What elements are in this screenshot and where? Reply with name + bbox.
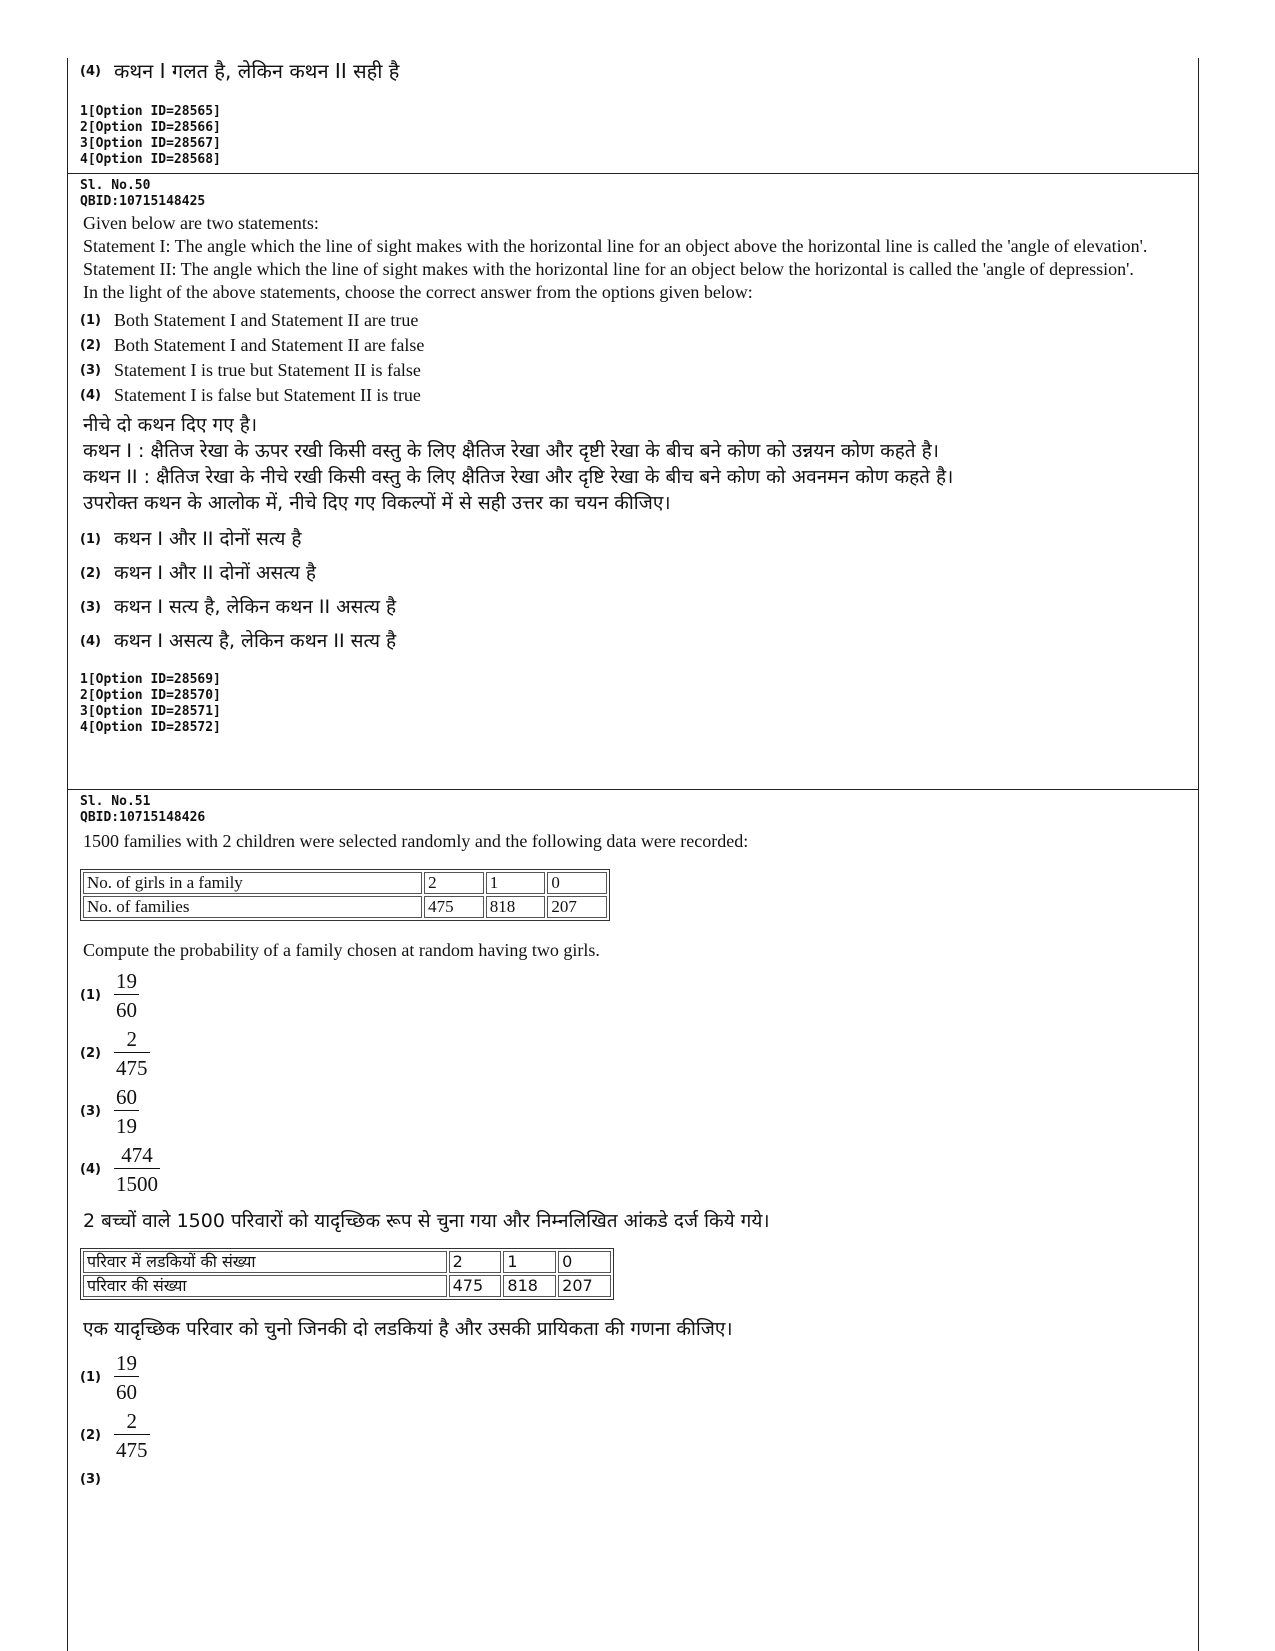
question-50: [68, 178, 1198, 736]
option-row: [80, 556, 1198, 590]
data-table-english: [80, 869, 610, 921]
fraction: [114, 968, 139, 1023]
option-row: [80, 58, 1198, 84]
question-divider: [68, 789, 1198, 790]
option-id: 3[Option ID=28567]: [80, 136, 221, 151]
option-id-list: [80, 672, 1198, 736]
option-number: (4): [80, 1161, 101, 1177]
table-cell: 1: [486, 872, 546, 894]
serial-number: Sl. No.50: [80, 178, 151, 193]
option-id: 4[Option ID=28572]: [80, 720, 221, 735]
denominator: 475: [114, 1434, 150, 1463]
option-id: 2[Option ID=28566]: [80, 120, 221, 135]
options-hindi: [80, 1348, 1198, 1494]
denominator: 60: [114, 1376, 139, 1405]
denominator: 60: [114, 994, 139, 1023]
option-number: (4): [80, 633, 101, 649]
option-row: [80, 358, 1198, 383]
option-number: (3): [80, 1471, 101, 1487]
table-cell: 818: [486, 896, 546, 918]
question-divider: [68, 173, 1198, 174]
option-row: [80, 1406, 1198, 1464]
option-number: (2): [80, 1045, 101, 1061]
table-cell: परिवार में लडकियों की संख्या: [83, 1251, 447, 1273]
question-text-english: [80, 212, 1198, 304]
table-cell: 475: [424, 896, 484, 918]
numerator: 19: [116, 1350, 137, 1375]
question-line: कथन II : क्षैतिज रेखा के नीचे रखी किसी वस्तु के लिए क्षैतिज रेखा और दृष्टि रेखा के बीच बने कोण को अवनमन कोण कहते है।: [83, 466, 954, 488]
option-row: [80, 1082, 1198, 1140]
options-english: [80, 966, 1198, 1198]
option-number: (1): [80, 531, 101, 547]
option-number: (2): [80, 565, 101, 581]
option-id: 2[Option ID=28570]: [80, 688, 221, 703]
table-cell: 207: [558, 1275, 611, 1297]
option-text: Both Statement I and Statement II are true: [114, 310, 419, 330]
option-number: (2): [80, 1427, 101, 1443]
fraction: [114, 1408, 150, 1463]
option-number: (1): [80, 313, 101, 328]
table-cell: 475: [449, 1275, 502, 1297]
qbid: QBID:10715148425: [80, 194, 206, 209]
option-row: [80, 308, 1198, 333]
numerator: 2: [126, 1026, 137, 1051]
option-id: 3[Option ID=28571]: [80, 704, 221, 719]
question-line: In the light of the above statements, choose the correct answer from the options given below:: [83, 282, 753, 302]
table-cell: 818: [503, 1275, 556, 1297]
table-cell: No. of girls in a family: [83, 872, 422, 894]
fraction: [114, 1084, 139, 1139]
previous-question-tail: [68, 58, 1198, 168]
option-text: कथन I सत्य है, लेकिन कथन II असत्य है: [114, 596, 397, 618]
option-text: कथन I गलत है, लेकिन कथन II सही है: [114, 59, 400, 83]
option-row: [80, 383, 1198, 408]
option-text: Statement I is false but Statement II is true: [114, 385, 421, 405]
option-number: (4): [80, 388, 101, 403]
qbid: QBID:10715148426: [80, 810, 206, 825]
table-row: [83, 1275, 611, 1297]
option-row: [80, 1024, 1198, 1082]
option-text: Both Statement I and Statement II are false: [114, 335, 425, 355]
option-row: [80, 522, 1198, 556]
option-number: (3): [80, 1103, 101, 1119]
question-line: कथन I : क्षैतिज रेखा के ऊपर रखी किसी वस्तु के लिए क्षैतिज रेखा और दृष्टी रेखा के बीच बने कोण को उन्नयन कोण कहते है।: [83, 440, 939, 462]
option-id: 1[Option ID=28569]: [80, 672, 221, 687]
fraction: [114, 1350, 139, 1405]
table-row: [83, 896, 607, 918]
question-line: उपरोक्त कथन के आलोक में, नीचे दिए गए विकल्पों में से सही उत्तर का चयन कीजिए।: [83, 492, 671, 514]
option-row: [80, 624, 1198, 658]
table-cell: 1: [503, 1251, 556, 1273]
table-cell: 2: [424, 872, 484, 894]
question-text-english: Compute the probability of a family chosen at random having two girls.: [83, 940, 600, 960]
option-text: कथन I असत्य है, लेकिन कथन II सत्य है: [114, 630, 397, 652]
table-cell: 0: [558, 1251, 611, 1273]
option-id-list: [80, 104, 1198, 168]
question-text-hindi: [80, 412, 1198, 516]
option-row: [80, 966, 1198, 1024]
denominator: 1500: [114, 1168, 160, 1197]
question-line: Statement II: The angle which the line of sight makes with the horizontal line for an object below the horizontal is called the 'angle of depression'.: [83, 259, 1134, 279]
option-number: (2): [80, 338, 101, 353]
serial-number: Sl. No.51: [80, 794, 151, 809]
option-number: (1): [80, 1369, 101, 1385]
option-text: कथन I और II दोनों सत्य है: [114, 528, 302, 550]
numerator: 474: [121, 1142, 153, 1167]
numerator: 60: [116, 1084, 137, 1109]
option-id: 1[Option ID=28565]: [80, 104, 221, 119]
table-cell: No. of families: [83, 896, 422, 918]
table-cell: परिवार की संख्या: [83, 1275, 447, 1297]
fraction: [114, 1142, 160, 1197]
table-row: [83, 1251, 611, 1273]
option-row: [80, 333, 1198, 358]
question-intro-hindi: 2 बच्चों वाले 1500 परिवारों को यादृच्छिक रूप से चुना गया और निम्नलिखित आंकडे दर्ज किये गये।: [83, 1210, 770, 1232]
question-paper-frame: [67, 58, 1199, 1651]
question-line: Given below are two statements:: [83, 213, 319, 233]
table-row: [83, 872, 607, 894]
options-hindi: [80, 522, 1198, 658]
question-line: नीचे दो कथन दिए गए है।: [83, 414, 258, 436]
table-cell: 0: [547, 872, 607, 894]
denominator: 19: [114, 1110, 139, 1139]
question-line: Statement I: The angle which the line of sight makes with the horizontal line for an object above the horizontal line is called the 'angle of elevation'.: [83, 236, 1148, 256]
option-number: (3): [80, 599, 101, 615]
data-table-hindi: [80, 1248, 614, 1300]
option-text: कथन I और II दोनों असत्य है: [114, 562, 316, 584]
numerator: 19: [116, 968, 137, 993]
table-cell: 2: [449, 1251, 502, 1273]
question-51: [68, 794, 1198, 1494]
denominator: 475: [114, 1052, 150, 1081]
option-number: (3): [80, 363, 101, 378]
numerator: 2: [126, 1408, 137, 1433]
option-number: (4): [80, 63, 101, 79]
options-english: [80, 308, 1198, 408]
option-text: Statement I is true but Statement II is false: [114, 360, 421, 380]
option-row: [80, 1464, 1198, 1494]
fraction: [114, 1026, 150, 1081]
table-cell: 207: [547, 896, 607, 918]
option-row: [80, 590, 1198, 624]
option-row: [80, 1140, 1198, 1198]
question-text-hindi: एक यादृच्छिक परिवार को चुनो जिनकी दो लडकियां है और उसकी प्रायिकता की गणना कीजिए।: [83, 1318, 733, 1340]
option-id: 4[Option ID=28568]: [80, 152, 221, 167]
option-row: [80, 1348, 1198, 1406]
question-intro-english: 1500 families with 2 children were selected randomly and the following data were recorded:: [83, 831, 749, 851]
option-number: (1): [80, 987, 101, 1003]
